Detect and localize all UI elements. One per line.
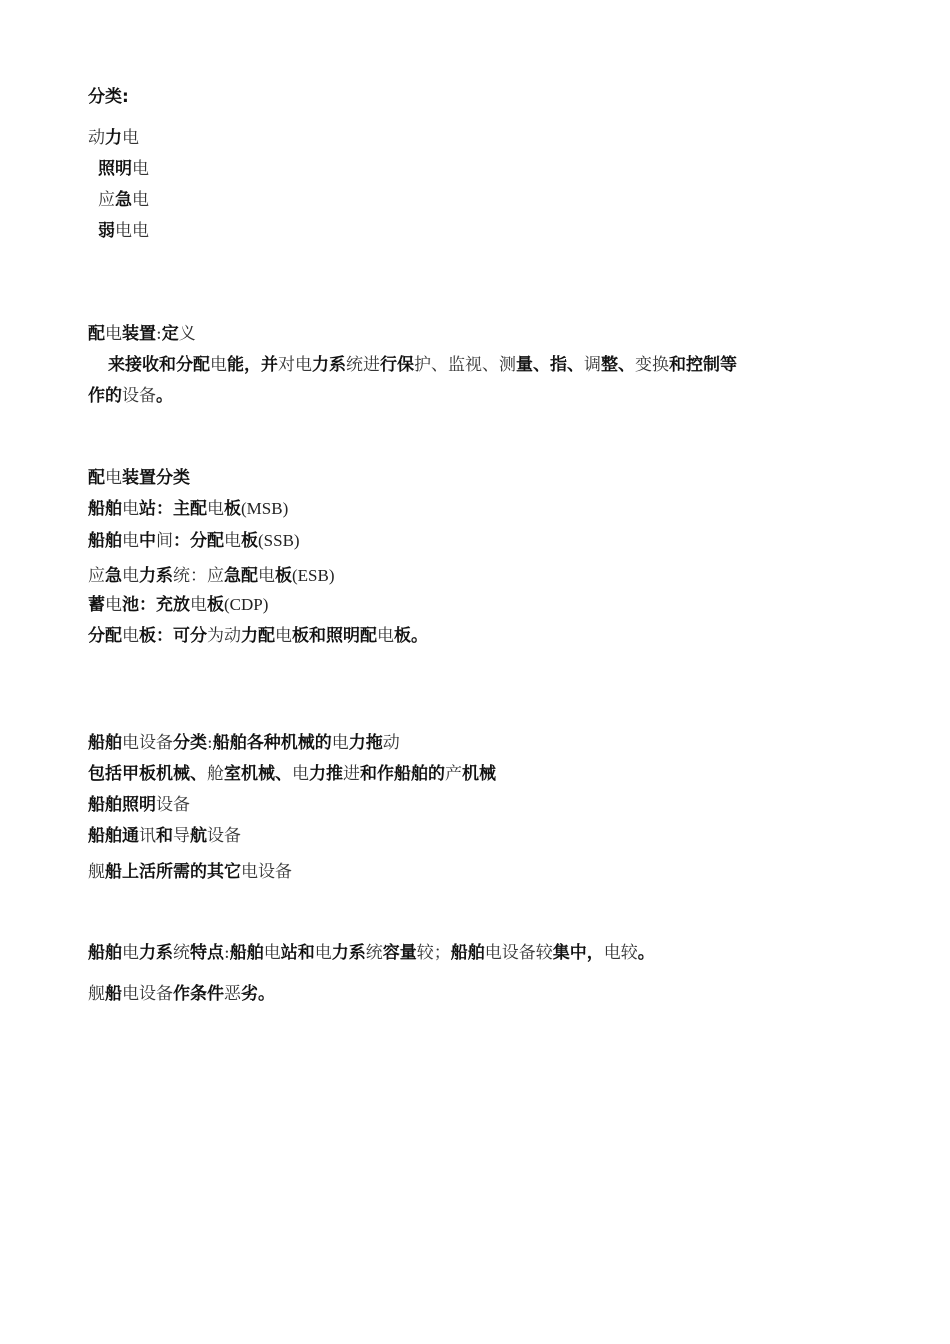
distribution-heading: 配电装置分类 <box>88 468 190 488</box>
classification-item-lighting: 照明电 <box>98 159 149 179</box>
distribution-line-msb: 船舶电站：主配电板(MSB) <box>88 499 289 519</box>
classification-item-power: 动力电 <box>88 128 139 148</box>
equipment-line-5: 舰船上活所需的其它电设备 <box>88 862 292 882</box>
definition-text-line-1: 来接收和分配电能，并对电力系统进行保护、监视、测量、指、调整、变换和控制等 <box>108 355 737 375</box>
distribution-line-esb: 应急电力系统：应急配电板(ESB) <box>88 566 335 586</box>
distribution-line-cdp: 蓄电池：充放电板(CDP) <box>88 595 269 615</box>
equipment-line-3: 船舶照明设备 <box>88 795 190 815</box>
definition-text-line-2: 作的设备。 <box>88 386 173 406</box>
equipment-line-2: 包括甲板机械、舱室机械、电力推进和作船舶的产机械 <box>88 764 496 784</box>
features-line-2: 舰船电设备作条件恶劣。 <box>88 984 275 1004</box>
distribution-line-panels: 分配电板：可分为动力配电板和照明配电板。 <box>88 626 428 646</box>
classification-title: 分类: <box>88 87 129 107</box>
classification-item-weak: 弱电电 <box>98 221 149 241</box>
equipment-line-1: 船舶电设备分类:船舶各种机械的电力拖动 <box>88 733 400 753</box>
distribution-line-ssb: 船舶电中间：分配电板(SSB) <box>88 531 300 551</box>
equipment-line-4: 船舶通讯和导航设备 <box>88 826 241 846</box>
features-line-1: 船舶电力系统特点:船舶电站和电力系统容量较；船舶电设备较集中，电较。 <box>88 943 655 963</box>
definition-heading: 配电装置:定义 <box>88 324 196 344</box>
classification-item-emergency: 应急电 <box>98 190 149 210</box>
